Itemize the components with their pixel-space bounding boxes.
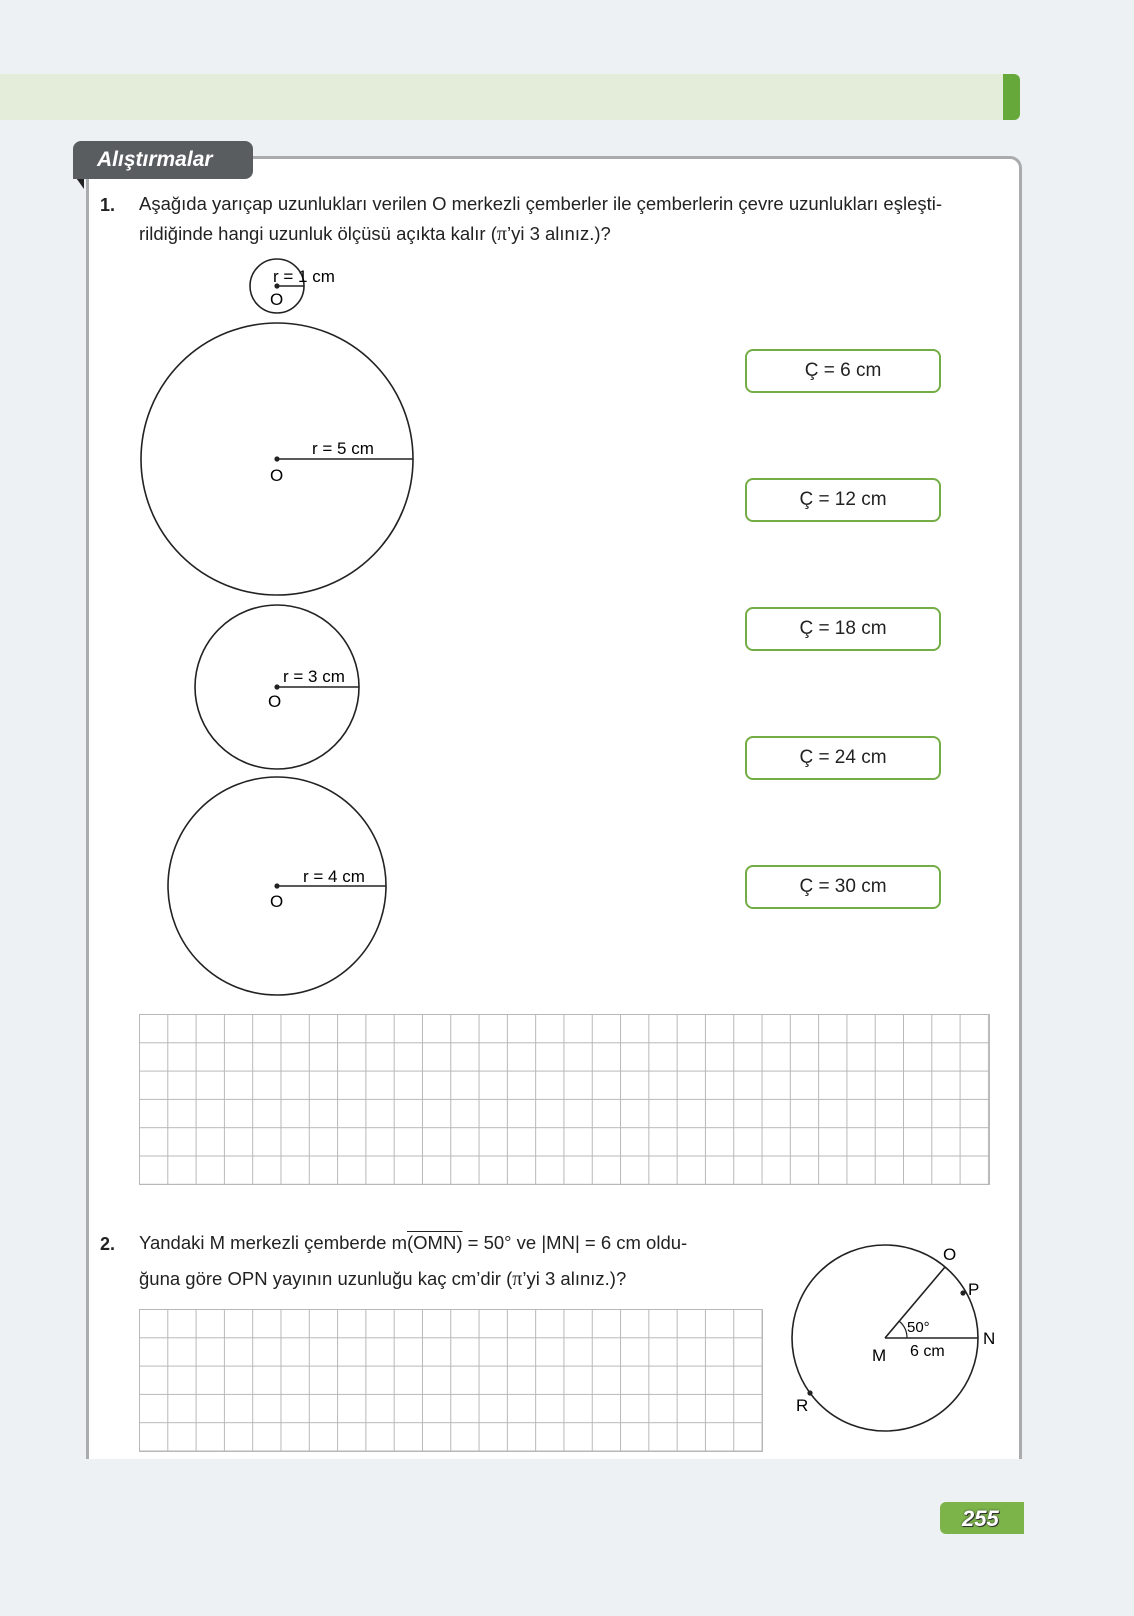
circle-r4 — [168, 777, 386, 995]
circle-r1-center-label: O — [270, 290, 284, 309]
q1-line2-a: rildiğinde hangi uzunluk ölçüsü açıkta kalır ( — [139, 223, 497, 244]
label-p: P — [968, 1280, 980, 1299]
q2-work-grid[interactable] — [139, 1309, 763, 1452]
label-m: M — [872, 1346, 887, 1365]
q2-text — [139, 1228, 687, 1294]
label-length: 6 cm — [910, 1343, 945, 1360]
label-o: O — [943, 1245, 957, 1264]
q2-line2-b: ’yi 3 alınız.)? — [522, 1268, 627, 1289]
answer-box-30: Ç = 30 cm — [745, 865, 941, 909]
q2-line2-a: ğuna göre OPN yayının uzunluğu kaç cm’dir ( — [139, 1268, 513, 1289]
point-p-dot — [960, 1290, 965, 1295]
section-title: Alıştırmalar — [97, 148, 213, 171]
circle-r1-radius-label: r = 1 cm — [273, 267, 335, 286]
q1-line2-b: ’yi 3 alınız.)? — [506, 223, 611, 244]
answer-box-6: Ç = 6 cm — [745, 349, 941, 393]
q1-number: 1. — [100, 195, 116, 215]
circle-r5-center-label: O — [270, 466, 284, 485]
q2-line1-a: Yandaki M merkezli çemberde m — [139, 1232, 407, 1253]
pi-symbol: π — [512, 1268, 523, 1290]
answer-box-24: Ç = 24 cm — [745, 736, 941, 780]
q2-number: 2. — [100, 1234, 116, 1254]
point-r-dot — [807, 1390, 812, 1395]
circle-r5-radius-label: r = 5 cm — [312, 439, 374, 458]
q2-line1 — [139, 1228, 687, 1258]
angle-arc — [899, 1321, 907, 1338]
q2-line2 — [139, 1264, 687, 1294]
circle-r1 — [250, 259, 335, 313]
label-angle: 50° — [907, 1319, 930, 1336]
label-n: N — [983, 1329, 996, 1348]
q1-line1: Aşağıda yarıçap uzunlukları verilen O merkezli çemberler ile çemberlerin çevre uzunlukları eşleşti- — [139, 193, 943, 214]
answer-box-12: Ç = 12 cm — [745, 478, 941, 522]
circle-r5 — [141, 323, 413, 595]
page-number: 255 — [962, 1506, 999, 1531]
q1-work-grid[interactable] — [139, 1014, 990, 1185]
circle-r3 — [195, 605, 359, 769]
q2-arc-notation: (OMN) — [407, 1232, 463, 1253]
q1-circles-figure — [0, 0, 740, 1000]
q2-circle-figure — [770, 1220, 1010, 1440]
label-r: R — [796, 1396, 809, 1415]
circle-r3-center-label: O — [268, 692, 282, 711]
page-number-badge — [940, 1502, 1024, 1534]
pi-symbol: π — [496, 223, 507, 245]
circle-r4-radius-label: r = 4 cm — [303, 867, 365, 886]
circle-r3-radius-label: r = 3 cm — [283, 667, 345, 686]
answer-box-18: Ç = 18 cm — [745, 607, 941, 651]
top-header-tab — [1003, 74, 1020, 120]
circle-r4-center-label: O — [270, 892, 284, 911]
q2-line1-b: = 50° ve |MN| = 6 cm oldu- — [462, 1232, 688, 1253]
